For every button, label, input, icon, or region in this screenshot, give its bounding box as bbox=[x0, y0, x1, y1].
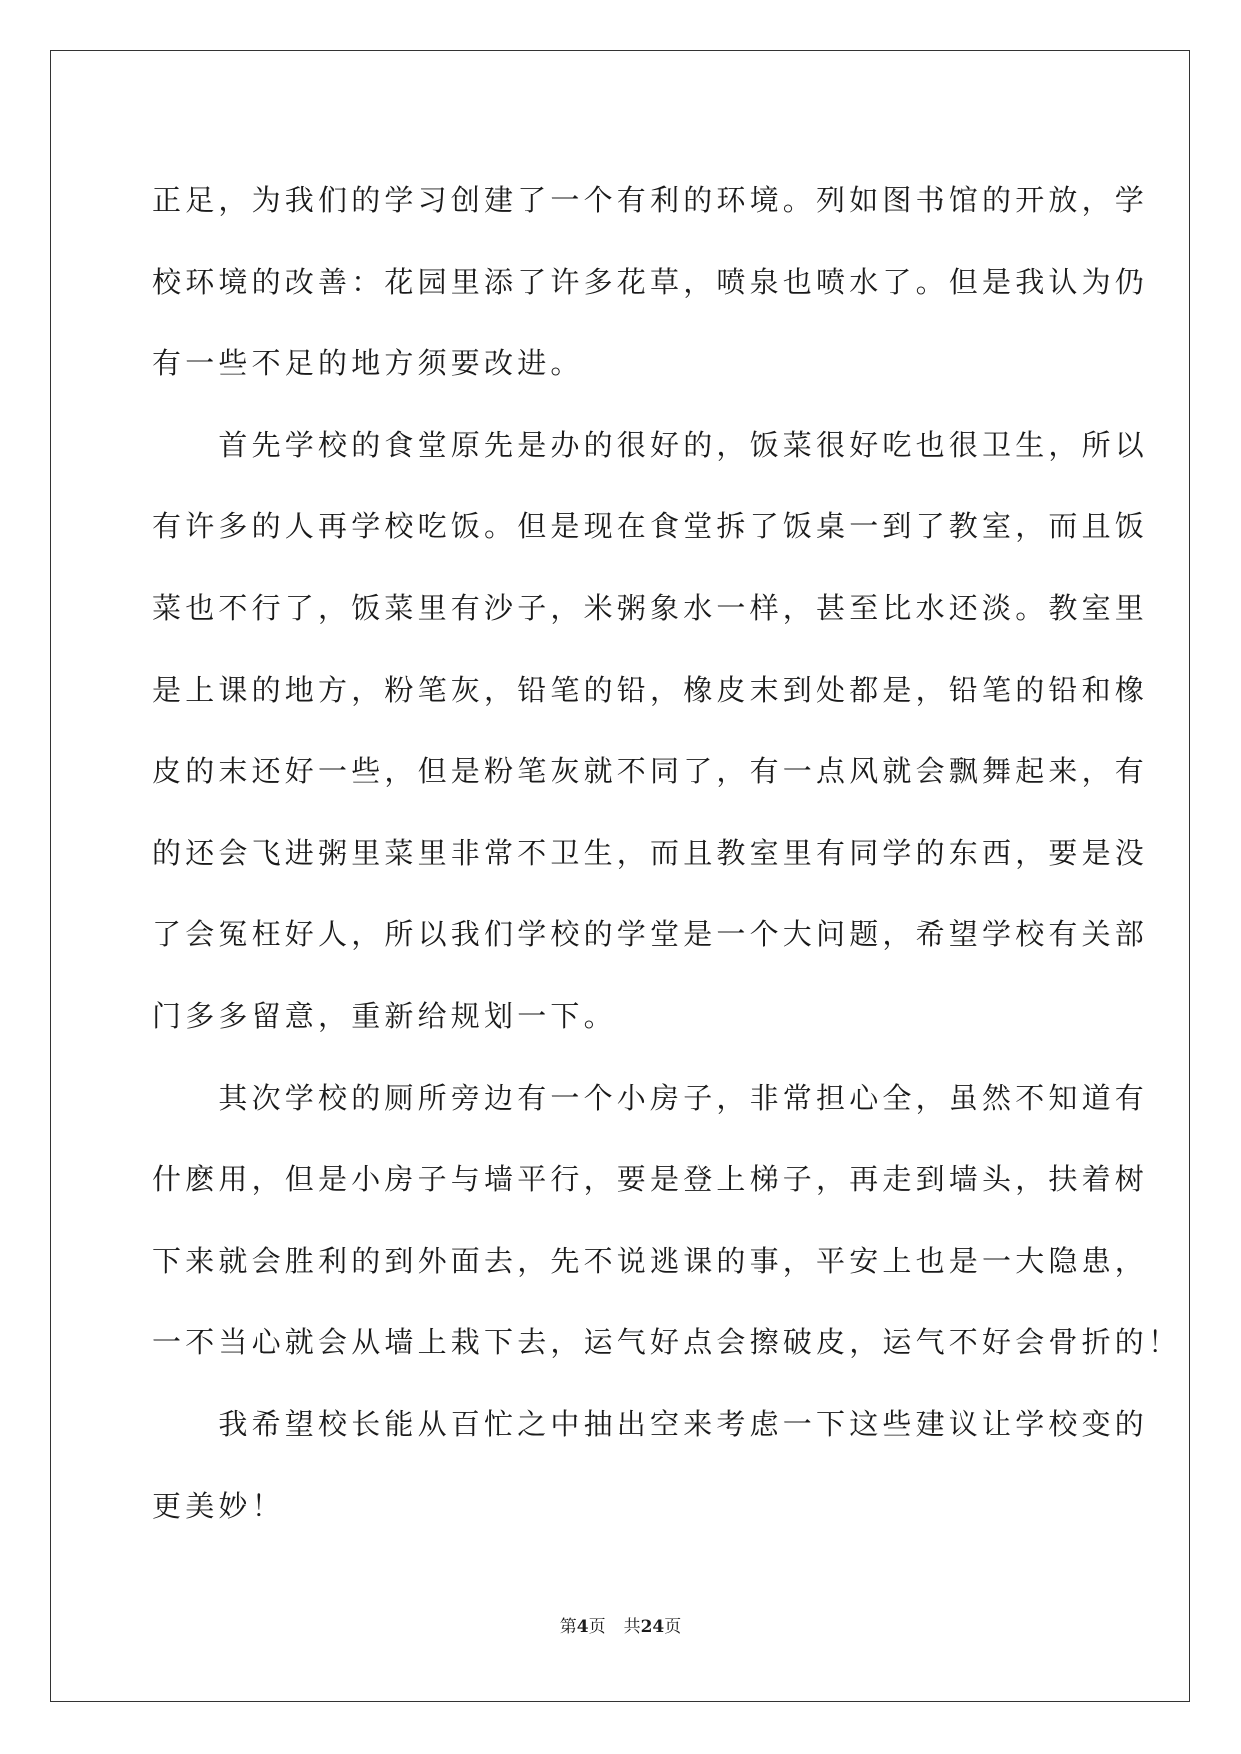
document-body bbox=[152, 160, 1182, 1547]
text-line: 有许多的人再学校吃饭。但是现在食堂拆了饭桌一到了教室，而且饭 bbox=[152, 509, 1149, 544]
text-line: 菜也不行了，饭菜里有沙子，米粥象水一样，甚至比水还淡。教室里 bbox=[152, 590, 1149, 625]
page-number: 4 bbox=[576, 1617, 589, 1637]
page-footer bbox=[0, 1612, 1241, 1637]
text-line: 有一些不足的地方须要改进。 bbox=[152, 346, 584, 381]
text-line: 皮的末还好一些，但是粉笔灰就不同了，有一点风就会飘舞起来，有 bbox=[152, 754, 1149, 789]
text-line: 的还会飞进粥里菜里非常不卫生，而且教室里有同学的东西，要是没 bbox=[152, 835, 1149, 870]
footer-prefix: 第 bbox=[559, 1617, 577, 1637]
text-line: 我希望校长能从百忙之中抽出空来考虑一下这些建议让学校变的 bbox=[152, 1406, 1149, 1441]
total-pages: 24 bbox=[640, 1617, 665, 1637]
footer-total-prefix: 共 bbox=[623, 1617, 641, 1637]
text-line: 更美妙！ bbox=[152, 1488, 285, 1523]
text-line: 是上课的地方，粉笔灰，铅笔的铅，橡皮末到处都是，铅笔的铅和橡 bbox=[152, 672, 1149, 707]
text-line: 正足，为我们的学习创建了一个有利的环境。列如图书馆的开放，学 bbox=[152, 183, 1149, 217]
footer-total-suffix: 页 bbox=[664, 1617, 682, 1637]
text-line: 什麽用，但是小房子与墙平行，要是登上梯子，再走到墙头，扶着树 bbox=[152, 1162, 1149, 1197]
text-line: 其次学校的厕所旁边有一个小房子，非常担心全，虽然不知道有 bbox=[152, 1080, 1149, 1115]
text-line: 校环境的改善：花园里添了许多花草，喷泉也喷水了。但是我认为仍 bbox=[152, 264, 1149, 299]
footer-page-suffix: 页 bbox=[588, 1617, 606, 1637]
text-line: 下来就会胜利的到外面去，先不说逃课的事，平安上也是一大隐患， bbox=[152, 1243, 1149, 1278]
text-line: 一不当心就会从墙上栽下去，运气好点会擦破皮，运气不好会骨折的！ bbox=[152, 1325, 1182, 1360]
text-line: 首先学校的食堂原先是办的很好的，饭菜很好吃也很卫生，所以 bbox=[152, 427, 1149, 462]
text-line: 了会冤枉好人，所以我们学校的学堂是一个大问题，希望学校有关部 bbox=[152, 917, 1149, 952]
text-line: 门多多留意，重新给规划一下。 bbox=[152, 998, 617, 1033]
